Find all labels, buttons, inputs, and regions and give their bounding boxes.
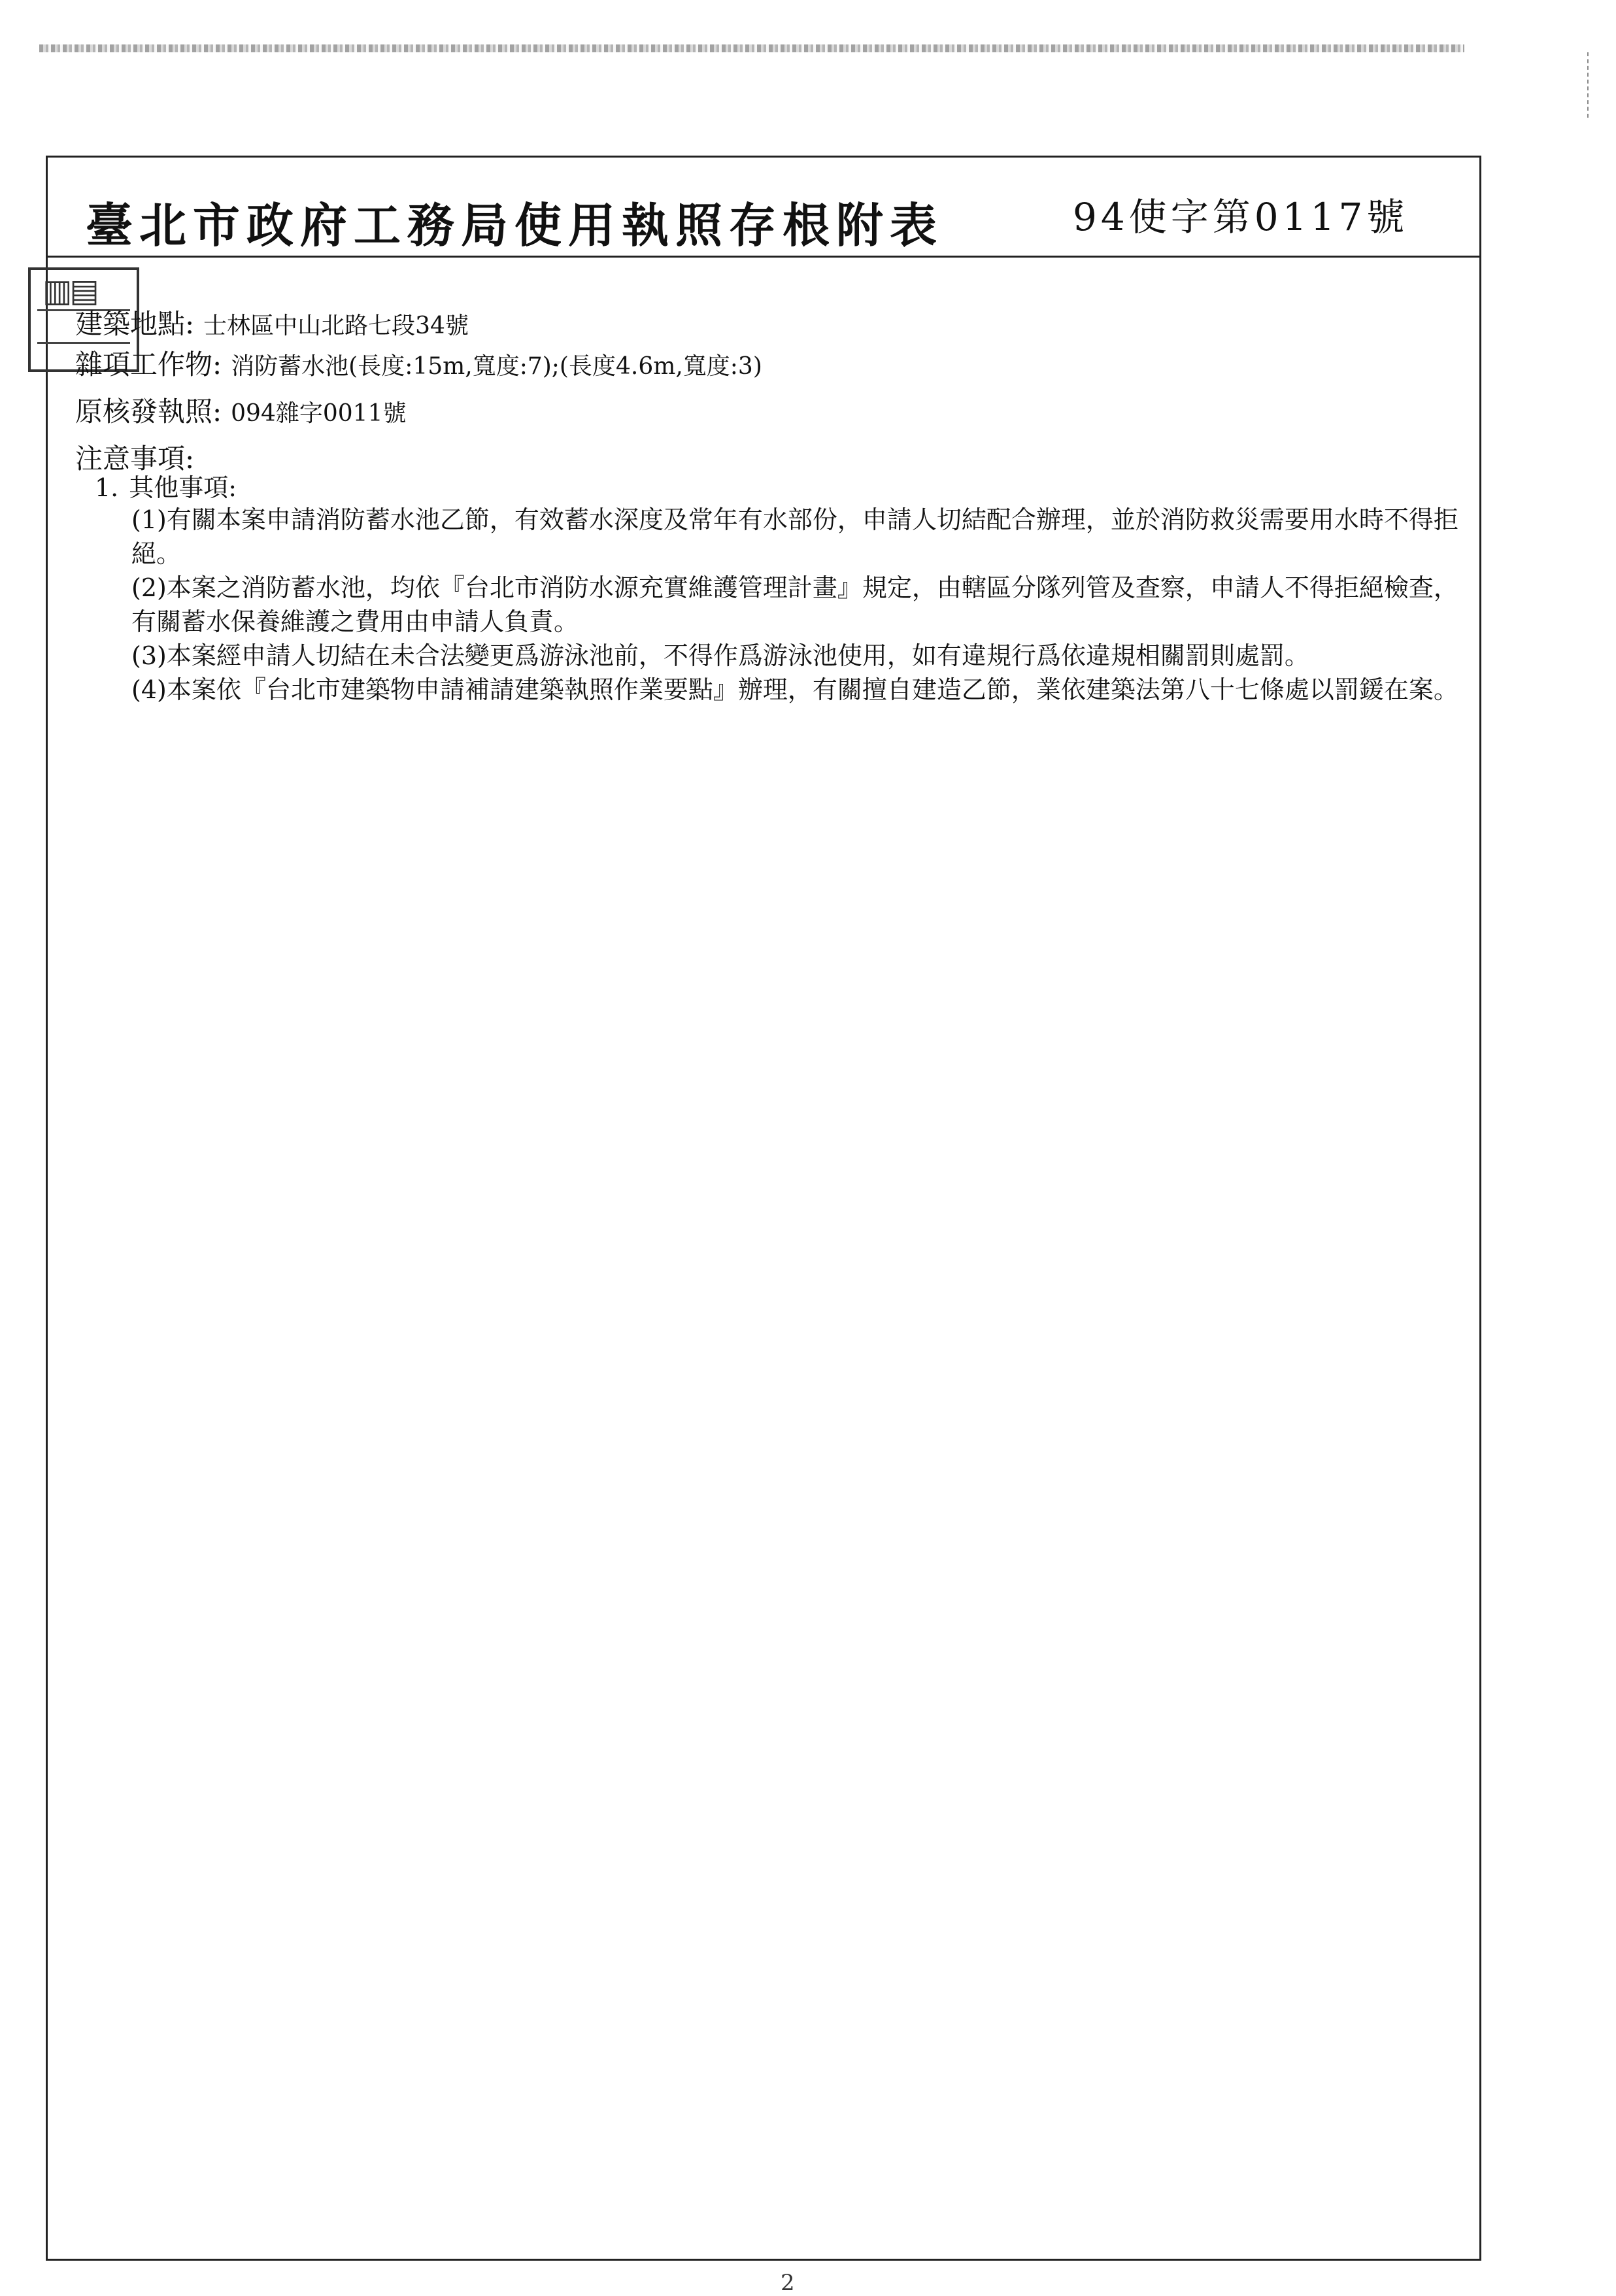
field-building-location <box>75 303 469 342</box>
notes-clauses <box>131 503 1472 707</box>
document-frame <box>42 156 1481 2261</box>
field-misc-structure <box>75 343 762 382</box>
scan-artifact-line <box>39 44 1464 52</box>
seal-stamp-glyph: ▥▤ <box>42 273 97 309</box>
notes-clause: (2)本案之消防蓄水池，均依『台北市消防水源充實維護管理計畫』規定，由轄區分隊列管及查察，申請人不得拒絕檢查，有關蓄水保養維護之費用由申請人負責。 <box>131 573 1458 636</box>
field-original-license <box>75 390 407 430</box>
notes-item-title: 其他事項: <box>129 473 237 502</box>
notes-heading: 注意事項: <box>75 443 195 475</box>
document-title: 臺北市政府工務局使用執照存根附表 <box>86 197 944 253</box>
page-number: 2 <box>781 2270 795 2296</box>
field-value: 094雜字0011號 <box>231 400 407 427</box>
field-value: 士林區中山北路七段34號 <box>203 312 469 339</box>
notes-clause: (3)本案經申請人切結在未合法變更爲游泳池前，不得作爲游泳池使用，如有違規行爲依違規相關罰則處罰。 <box>131 641 1309 670</box>
notes-clause: (4)本案依『台北市建築物申請補請建築執照作業要點』辦理，有關擅自建造乙節，業依建築法第八十七條處以罰鍰在案。 <box>131 675 1458 704</box>
field-label: 原核發執照: <box>75 396 222 428</box>
field-label: 雜項工作物: <box>75 348 222 380</box>
scan-margin-marks <box>1587 52 1592 118</box>
document-header <box>48 158 1479 258</box>
notes-item-number: 1. <box>95 473 119 502</box>
notes-item-heading <box>95 467 237 503</box>
field-value: 消防蓄水池(長度:15m,寬度:7);(長度4.6m,寬度:3) <box>231 353 762 380</box>
field-label: 建築地點: <box>75 308 195 340</box>
notes-clause: (1)有關本案申請消防蓄水池乙節，有效蓄水深度及常年有水部份，申請人切結配合辦理，並於消防救災需要用水時不得拒絕。 <box>131 505 1458 568</box>
document-number: 94使字第0117號 <box>1073 195 1409 239</box>
